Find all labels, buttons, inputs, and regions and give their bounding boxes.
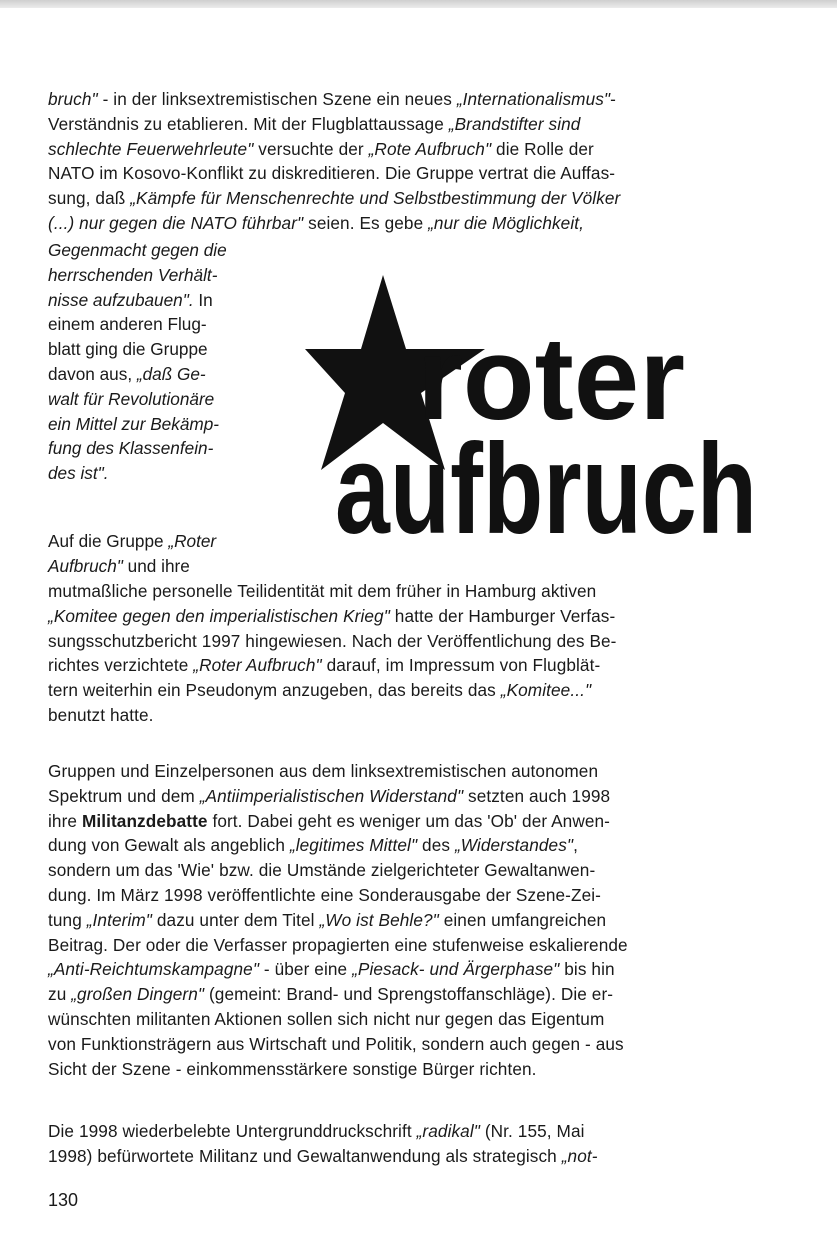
- page-top-edge: [0, 0, 837, 8]
- text-line: fung des Klassenfein-: [48, 438, 214, 459]
- text-line: Gegenmacht gegen die: [48, 240, 227, 260]
- text-line: davon aus, „daß Ge-: [48, 363, 206, 384]
- text-line: einem anderen Flug-: [48, 314, 207, 335]
- text-line: bruch" - in der linksextremistischen Szene ein neues „Internationalismus"-: [48, 89, 616, 109]
- logo-line-aufbruch: aufbruch: [335, 418, 757, 561]
- text-line: herrschenden Verhält-: [48, 264, 218, 285]
- text-line: Aufbruch" und ihre: [48, 555, 190, 576]
- paragraph-2-wide: [48, 579, 780, 728]
- paragraph-3: [48, 759, 780, 1081]
- text-line: Gruppen und Einzelpersonen aus dem linksextremistischen autonomen: [48, 761, 599, 781]
- text-line: Auf die Gruppe „Roter: [48, 531, 217, 551]
- text-line: ihre Militanzdebatte fort. Dabei geht es weniger um das 'Ob' der Anwen-: [48, 810, 610, 831]
- text-line: dung von Gewalt als angeblich „legitimes Mittel" des „Widerstandes",: [48, 835, 578, 856]
- text-line: sung, daß „Kämpfe für Menschenrechte und Selbstbestimmung der Völker: [48, 188, 621, 209]
- paragraph-1-narrow: [48, 238, 276, 486]
- page-number: 130: [48, 1190, 79, 1210]
- text-line: NATO im Kosovo-Konflikt zu diskreditieren. Die Gruppe vertrat die Auffas-: [48, 163, 616, 184]
- text-line: richtes verzichtete „Roter Aufbruch" darauf, im Impressum von Flugblät-: [48, 655, 601, 676]
- paragraph-2-narrow: [48, 529, 276, 579]
- text-line: sungsschutzbericht 1997 hingewiesen. Nach der Veröffentlichung des Be-: [48, 630, 617, 651]
- text-line: 1998) befürwortete Militanz und Gewaltanwendung als strategisch „not-: [48, 1145, 598, 1166]
- text-line: nisse aufzubauen". In: [48, 289, 213, 310]
- text-line: dung. Im März 1998 veröffentlichte eine Sonderausgabe der Szene-Zei-: [48, 884, 601, 905]
- text-line: „Anti-Reichtumskampagne" - über eine „Piesack- und Ärgerphase" bis hin: [48, 959, 615, 980]
- text-line: Verständnis zu etablieren. Mit der Flugblattaussage „Brandstifter sind: [48, 113, 581, 134]
- paragraph-1-top: [48, 87, 780, 236]
- text-line: walt für Revolutionäre: [48, 388, 215, 409]
- text-line: (...) nur gegen die NATO führbar" seien. Es gebe „nur die Möglichkeit,: [48, 212, 585, 233]
- text-line: ein Mittel zur Bekämp-: [48, 413, 219, 434]
- text-line: Sicht der Szene - einkommensstärkere sonstige Bürger richten.: [48, 1058, 537, 1079]
- text-line: mutmaßliche personelle Teilidentität mit dem früher in Hamburg aktiven: [48, 581, 597, 601]
- text-line: tung „Interim" dazu unter dem Titel „Wo ist Behle?" einen umfangreichen: [48, 909, 607, 930]
- text-line: von Funktionsträgern aus Wirtschaft und Politik, sondern auch gegen - aus: [48, 1033, 624, 1054]
- text-line: Spektrum und dem „Antiimperialistischen Widerstand" setzten auch 1998: [48, 785, 611, 806]
- text-line: schlechte Feuerwehrleute" versuchte der „Rote Aufbruch" die Rolle der: [48, 138, 594, 159]
- roter-aufbruch-logo: [305, 275, 760, 561]
- text-line: blatt ging die Gruppe: [48, 339, 208, 360]
- text-line: wünschten militanten Aktionen sollen sich nicht nur gegen das Eigentum: [48, 1008, 605, 1029]
- text-line: zu „großen Dingern" (gemeint: Brand- und Sprengstoffanschläge). Die er-: [48, 984, 614, 1005]
- text-line: „Komitee gegen den imperialistischen Krieg" hatte der Hamburger Verfas-: [48, 605, 616, 626]
- text-line: benutzt hatte.: [48, 704, 154, 725]
- text-line: Die 1998 wiederbelebte Untergrunddruckschrift „radikal" (Nr. 155, Mai: [48, 1121, 585, 1141]
- paragraph-4: [48, 1119, 780, 1169]
- text-line: Beitrag. Der oder die Verfasser propagierten eine stufenweise eskalierende: [48, 934, 628, 955]
- text-line: sondern um das 'Wie' bzw. die Umstände zielgerichteter Gewaltanwen-: [48, 860, 596, 881]
- logo-line-roter: roter: [417, 313, 685, 445]
- text-line: tern weiterhin ein Pseudonym anzugeben, das bereits das „Komitee...": [48, 680, 592, 701]
- text-line: des ist".: [48, 463, 109, 484]
